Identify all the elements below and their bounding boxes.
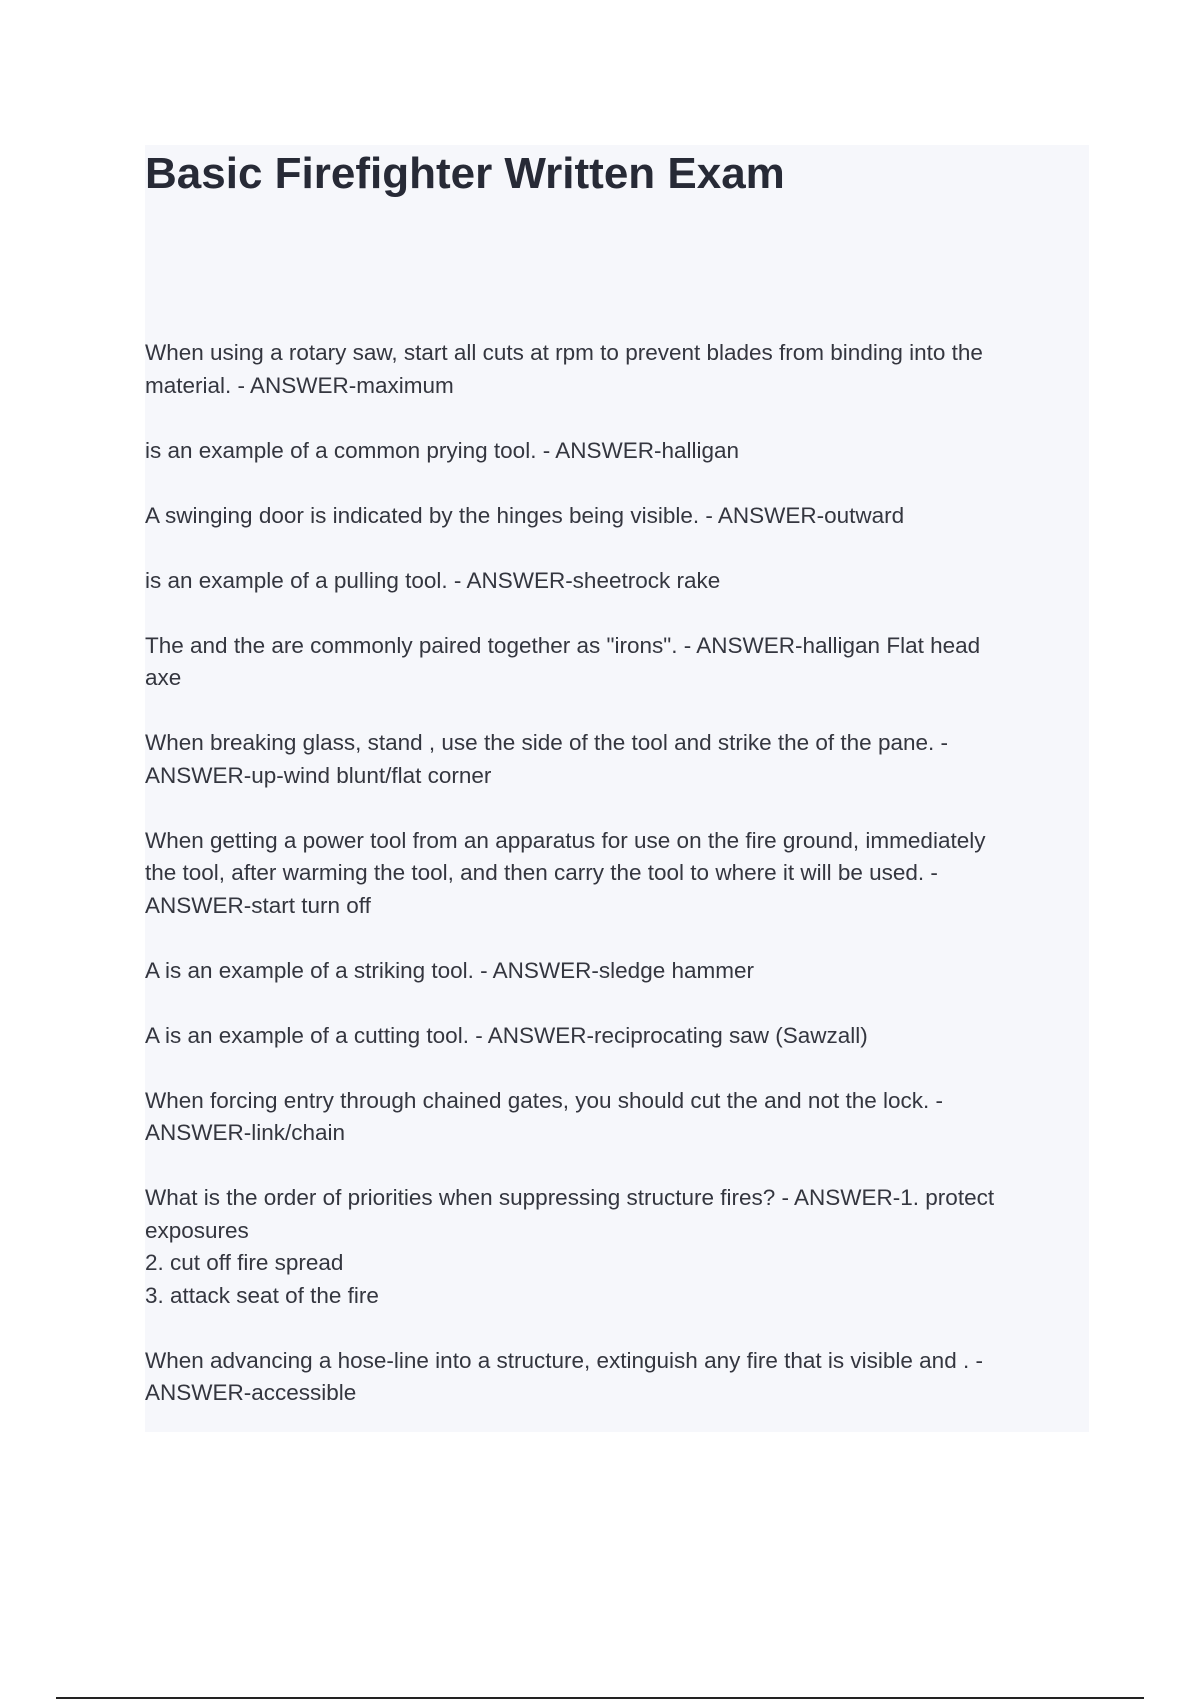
question-answer-list (145, 337, 1075, 1442)
qa-item-striking-tool: A is an example of a striking tool. - ANSWER-sledge hammer (145, 957, 754, 983)
qa-item-pulling-tool: is an example of a pulling tool. - ANSWER-sheetrock rake (145, 567, 721, 593)
qa-item-hose-line: When advancing a hose-line into a structure, extinguish any fire that is visible and . - ANSWER-accessible (145, 1347, 983, 1405)
qa-item-swinging-door: A swinging door is indicated by the hinges being visible. - ANSWER-outward (145, 502, 905, 528)
qa-item-cutting-tool: A is an example of a cutting tool. - ANSWER-reciprocating saw (Sawzall) (145, 1022, 868, 1048)
qa-item-irons: The and the are commonly paired together as "irons". - ANSWER-halligan Flat head axe (145, 632, 981, 690)
bottom-rule (56, 1697, 1144, 1699)
qa-item-rotary-saw: When using a rotary saw, start all cuts at rpm to prevent blades from binding into the material. - ANSWER-maximum (145, 340, 983, 398)
qa-item-priorities: What is the order of priorities when suppressing structure fires? - ANSWER-1. protect exposures 2. cut off fire spread 3. attack seat of the fire (145, 1185, 995, 1308)
document-title: Basic Firefighter Written Exam (145, 149, 785, 198)
qa-item-prying-tool: is an example of a common prying tool. - ANSWER-halligan (145, 437, 740, 463)
qa-item-breaking-glass: When breaking glass, stand , use the side of the tool and strike the of the pane. - ANSWER-up-wind blunt/flat corner (145, 730, 948, 788)
qa-item-power-tool: When getting a power tool from an apparatus for use on the fire ground, immediately the tool, after warming the tool, and then carry the tool to where it will be used. - ANSWER-start turn off (145, 827, 986, 918)
qa-item-chained-gates: When forcing entry through chained gates, you should cut the and not the lock. - ANSWER-link/chain (145, 1087, 943, 1145)
